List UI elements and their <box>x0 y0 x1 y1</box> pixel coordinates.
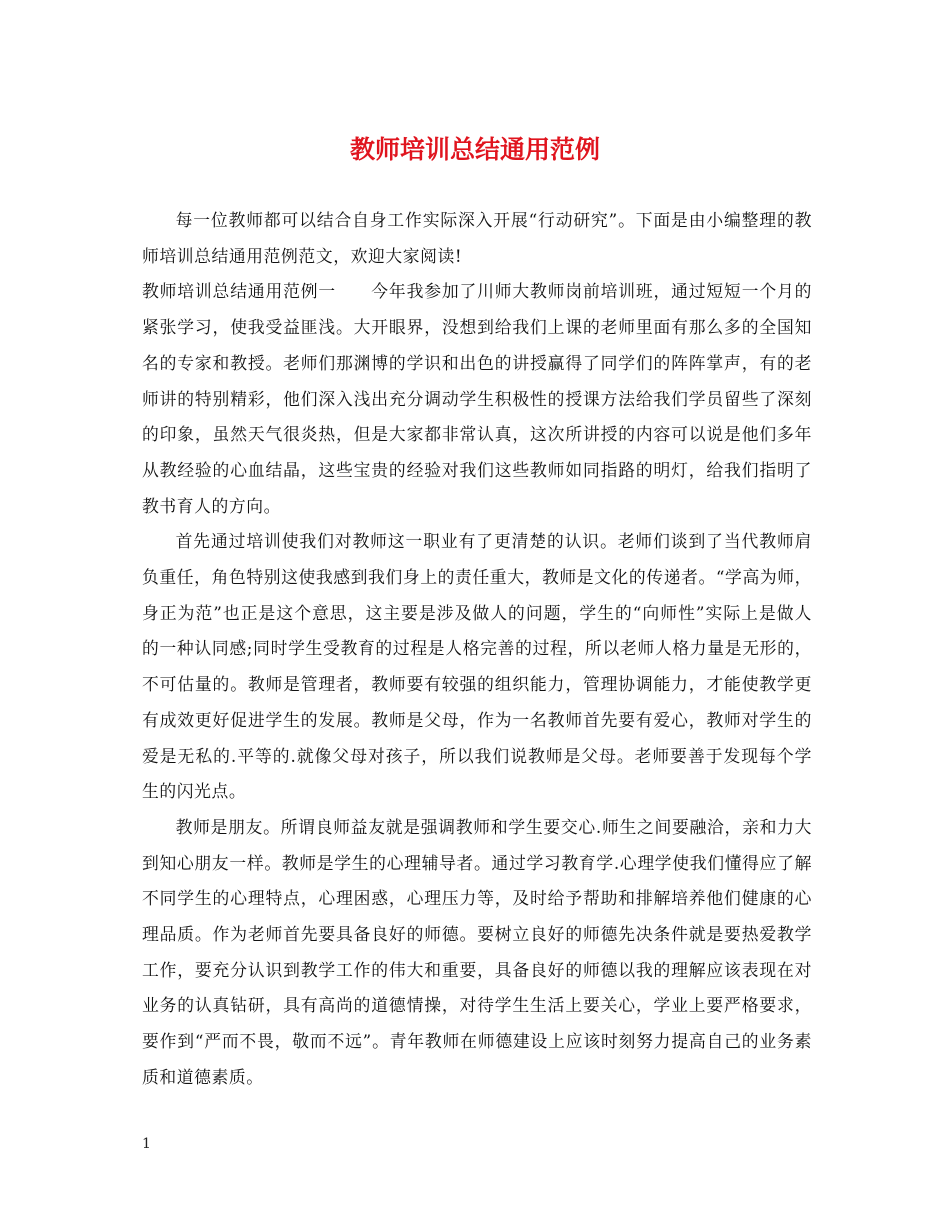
example-one-paragraph: 教师培训总结通用范例一 今年我参加了川师大教师岗前培训班，通过短短一个月的紧张学习，使我受益匪浅。大开眼界，没想到给我们上课的老师里面有那么多的全国知名的专家和教授。老师们那渊博的学识和出色的讲授赢得了同学们的阵阵掌声，有的老师讲的特别精彩，他们深入浅出充分调动学生积极性的授课方法给我们学员留些了深刻的印象，虽然天气很炎热，但是大家都非常认真，这次所讲授的内容可以说是他们多年从教经验的心血结晶，这些宝贵的经验对我们这些教师如同指路的明灯，给我们指明了教书育人的方向。 <box>142 281 812 516</box>
intro-paragraph: 每一位教师都可以结合自身工作实际深入开展“行动研究”。下面是由小编整理的教师培训总结通用范例范文，欢迎大家阅读! <box>142 210 812 266</box>
teacher-ethics-paragraph: 教师是朋友。所谓良师益友就是强调教师和学生要交心.师生之间要融洽，亲和力大到知心朋友一样。教师是学生的心理辅导者。通过学习教育学.心理学使我们懂得应了解不同学生的心理特点，心理困惑，心理压力等，及时给予帮助和排解培养他们健康的心理品质。作为老师首先要具备良好的师德。要树立良好的师德先决条件就是要热爱教学工作，要充分认识到教学工作的伟大和重要，具备良好的师德以我的理解应该表现在对业务的认真钻研，具有高尚的道德情操，对待学生生活上要关心，学业上要严格要求，要作到“严而不畏，敬而不远”。青年教师在师德建设上应该时刻努力提高自己的业务素质和道德素质。 <box>142 816 812 1087</box>
page-number: 1 <box>142 1136 151 1152</box>
document-body <box>142 203 812 1096</box>
page-title: 教师培训总结通用范例 <box>349 135 600 164</box>
teacher-role-paragraph: 首先通过培训使我们对教师这一职业有了更清楚的认识。老师们谈到了当代教师肩负重任，角色特别这使我感到我们身上的责任重大，教师是文化的传递者。“学高为师，身正为范”也正是这个意思，这主要是涉及做人的问题，学生的“向师性”实际上是做人的一种认同感;同时学生受教育的过程是人格完善的过程，所以老师人格力量是无形的，不可估量的。教师是管理者，教师要有较强的组织能力，管理协调能力，才能使教学更有成效更好促进学生的发展。教师是父母，作为一名教师首先要有爱心，教师对学生的爱是无私的.平等的.就像父母对孩子，所以我们说教师是父母。老师要善于发现每个学生的闪光点。 <box>142 531 812 802</box>
